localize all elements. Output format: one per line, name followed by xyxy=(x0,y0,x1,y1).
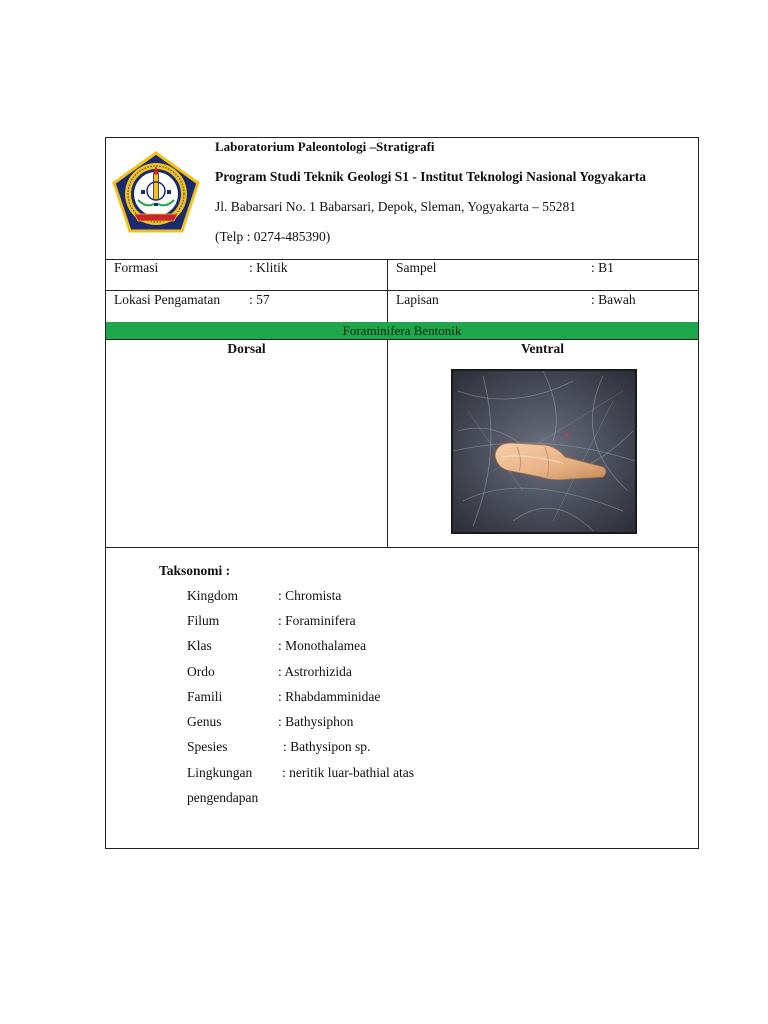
formasi-value: : Klitik xyxy=(249,260,288,275)
taxonomy-value: : Monothalamea xyxy=(278,638,367,653)
column-divider xyxy=(387,259,388,322)
taxonomy-value: : Bathysipon sp. xyxy=(283,739,371,754)
taxonomy-value: : Bathysiphon xyxy=(278,714,354,729)
program-name: Program Studi Teknik Geologi S1 - Institut Teknologi Nasional Yogyakarta xyxy=(215,169,646,184)
taxonomy-value: : Chromista xyxy=(278,588,342,603)
sampel-label: Sampel xyxy=(396,260,437,275)
taxonomy-title: Taksonomi : xyxy=(159,563,231,578)
lapisan-value: : Bawah xyxy=(591,292,636,307)
taxonomy-value: : Rhabdamminidae xyxy=(278,689,381,704)
lokasi-value: : 57 xyxy=(249,292,270,307)
taxonomy-value: : Foraminifera xyxy=(278,613,356,628)
taxonomy-continuation: pengendapan xyxy=(187,790,259,805)
taxonomy-key: Kingdom xyxy=(187,588,239,603)
lapisan-label: Lapisan xyxy=(396,292,439,307)
ventral-heading: Ventral xyxy=(521,341,564,356)
taxonomy-key: Genus xyxy=(187,714,222,729)
phone: (Telp : 0274-485390) xyxy=(215,229,331,244)
sampel-value: : B1 xyxy=(591,260,614,275)
taxonomy-key: Lingkungan xyxy=(187,765,253,780)
column-divider xyxy=(387,339,388,547)
taxonomy-key: Klas xyxy=(187,638,212,653)
formasi-label: Formasi xyxy=(114,260,159,275)
row-divider xyxy=(106,339,698,340)
row-divider xyxy=(106,290,698,291)
taxonomy-key: Famili xyxy=(187,689,223,704)
lokasi-label: Lokasi Pengamatan xyxy=(114,292,221,307)
university-seal-icon xyxy=(112,150,200,234)
taxonomy-key: Ordo xyxy=(187,664,215,679)
taxonomy-key: Filum xyxy=(187,613,220,628)
taxonomy-key: Spesies xyxy=(187,739,228,754)
dorsal-heading: Dorsal xyxy=(227,341,266,356)
address: Jl. Babarsari No. 1 Babarsari, Depok, Sleman, Yogyakarta – 55281 xyxy=(215,199,577,214)
taxonomy-value: : neritik luar-bathial atas xyxy=(282,765,415,780)
lab-name: Laboratorium Paleontologi –Stratigrafi xyxy=(215,139,435,154)
lab-sheet xyxy=(105,137,699,849)
section-band: Foraminifera Bentonik xyxy=(106,322,698,339)
ventral-specimen-photo xyxy=(451,369,637,534)
taxonomy-value: : Astrorhizida xyxy=(278,664,352,679)
row-divider xyxy=(106,547,698,548)
